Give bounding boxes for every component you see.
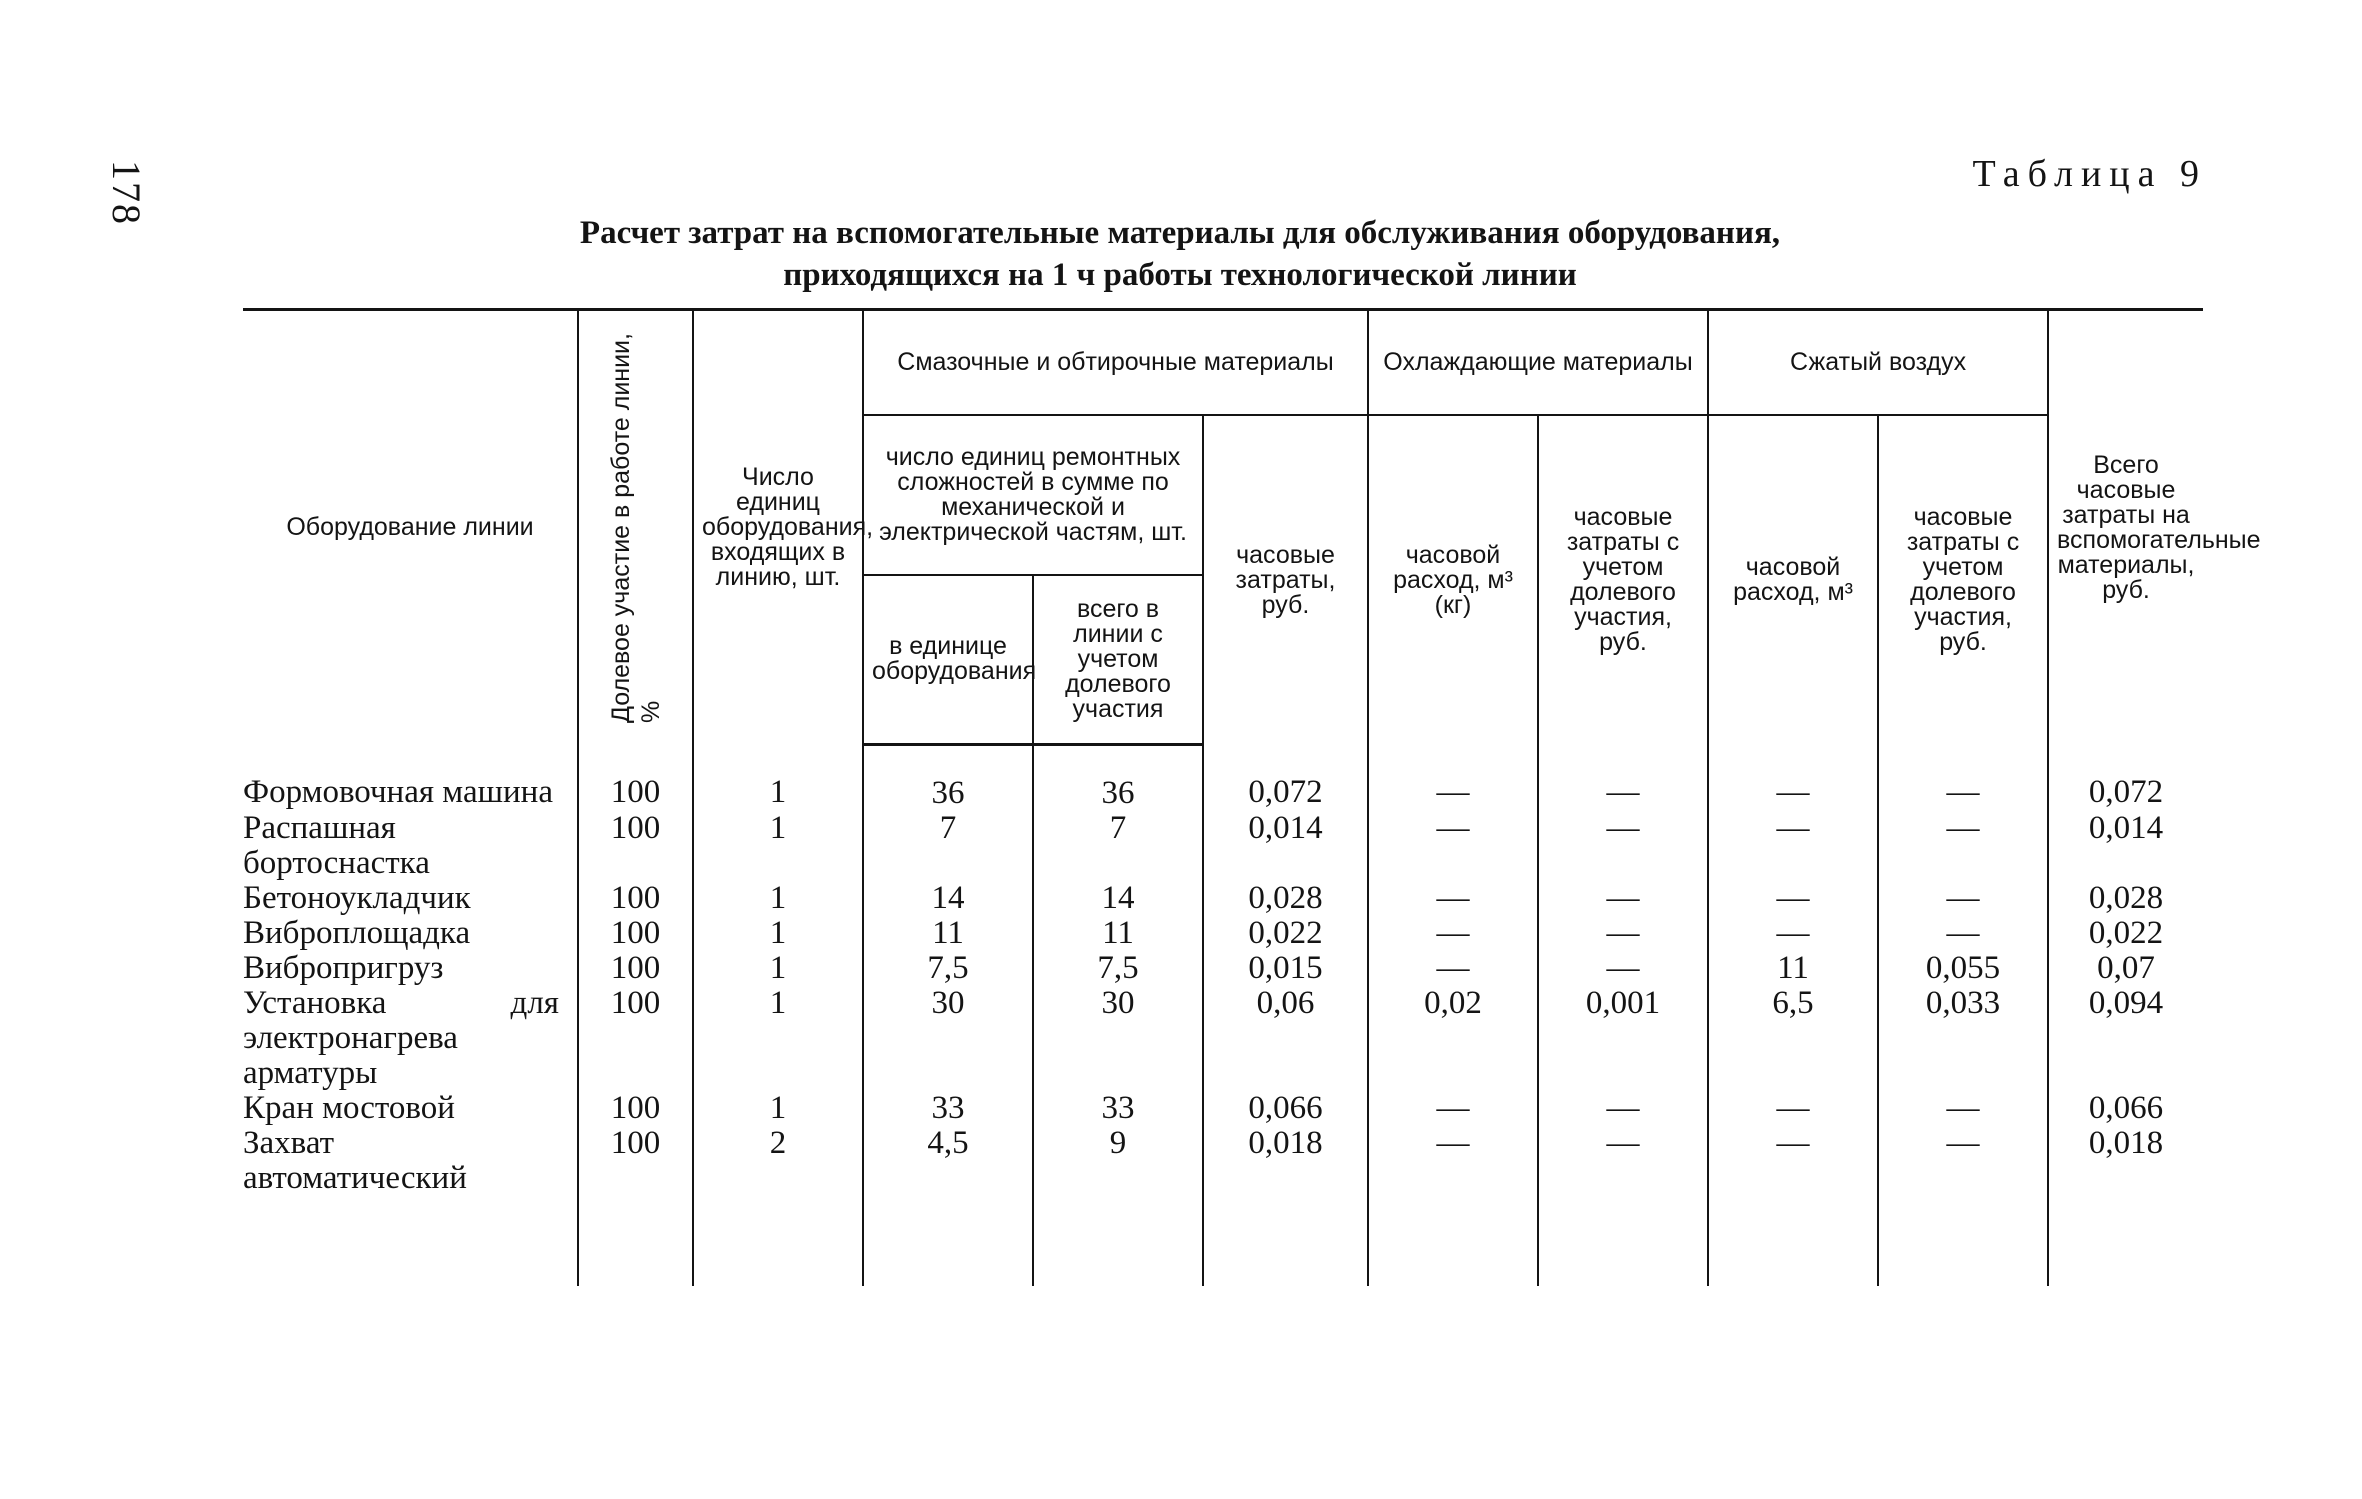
cell-equipment-name: Виброплощадка bbox=[243, 916, 578, 951]
page-number: 178 bbox=[104, 160, 149, 226]
cell-units-count: 1 bbox=[693, 951, 863, 986]
cell-units-count: 1 bbox=[693, 811, 863, 881]
empty-cell bbox=[1203, 1196, 1368, 1286]
header-lubricating: Смазочные и обтирочные материалы bbox=[863, 310, 1368, 415]
cell-air-cost: — bbox=[1878, 881, 2048, 916]
cell-total: 0,028 bbox=[2048, 881, 2203, 916]
cell-air-use: — bbox=[1708, 745, 1878, 812]
cell-coolant-use: — bbox=[1368, 1126, 1538, 1196]
cell-air-use: 6,5 bbox=[1708, 986, 1878, 1091]
cell-units-count: 2 bbox=[693, 1126, 863, 1196]
cell-coolant-cost: — bbox=[1538, 951, 1708, 986]
cell-air-use: 11 bbox=[1708, 951, 1878, 986]
cell-coolant-cost: — bbox=[1538, 1126, 1708, 1196]
table-row bbox=[243, 811, 2203, 881]
cell-lub-cost: 0,018 bbox=[1203, 1126, 1368, 1196]
cell-lub-cost: 0,072 bbox=[1203, 745, 1368, 812]
header-total-line: всего в линии с учетом долевого участия bbox=[1033, 575, 1203, 745]
cell-total: 0,072 bbox=[2048, 745, 2203, 812]
cell-total-line: 11 bbox=[1033, 916, 1203, 951]
cell-lub-cost: 0,06 bbox=[1203, 986, 1368, 1091]
cell-coolant-use: — bbox=[1368, 811, 1538, 881]
table-row bbox=[243, 951, 2203, 986]
cell-coolant-use: — bbox=[1368, 951, 1538, 986]
cell-coolant-cost: 0,001 bbox=[1538, 986, 1708, 1091]
cell-total-line: 7,5 bbox=[1033, 951, 1203, 986]
empty-cell bbox=[243, 1196, 578, 1286]
cell-coolant-use: — bbox=[1368, 745, 1538, 812]
cell-share: 100 bbox=[578, 881, 693, 916]
empty-cell bbox=[578, 1196, 693, 1286]
cell-air-use: — bbox=[1708, 1126, 1878, 1196]
cell-total-line: 7 bbox=[1033, 811, 1203, 881]
cell-total: 0,022 bbox=[2048, 916, 2203, 951]
cell-air-cost: — bbox=[1878, 1126, 2048, 1196]
cost-table bbox=[243, 308, 2261, 1286]
empty-cell bbox=[1538, 1196, 1708, 1286]
cell-coolant-cost: — bbox=[1538, 916, 1708, 951]
cell-total: 0,066 bbox=[2048, 1091, 2203, 1126]
table-title-line-1: Расчет затрат на вспомогательные материалы для обслуживания оборудования, bbox=[579, 215, 1781, 251]
cell-coolant-cost: — bbox=[1538, 881, 1708, 916]
cell-lub-cost: 0,015 bbox=[1203, 951, 1368, 986]
header-total: Всего часовые затраты на вспомогательные материалы, руб. bbox=[2048, 310, 2203, 745]
table-label: Таблица 9 bbox=[1972, 153, 2207, 195]
cell-per-unit: 7,5 bbox=[863, 951, 1033, 986]
cell-units-count: 1 bbox=[693, 986, 863, 1091]
cell-air-cost: — bbox=[1878, 1091, 2048, 1126]
cell-air-use: — bbox=[1708, 1091, 1878, 1126]
header-units-count: Число единиц оборудования, входящих в линию, шт. bbox=[693, 310, 863, 745]
cell-share: 100 bbox=[578, 916, 693, 951]
header-per-unit: в единице оборудования bbox=[863, 575, 1033, 745]
cell-share: 100 bbox=[578, 811, 693, 881]
cell-total-line: 14 bbox=[1033, 881, 1203, 916]
table-row bbox=[243, 881, 2203, 916]
table-title bbox=[240, 212, 2120, 296]
cell-equipment-name: Бетоноукладчик bbox=[243, 881, 578, 916]
cell-equipment-name: Формовочная машина bbox=[243, 745, 578, 812]
cell-total: 0,07 bbox=[2048, 951, 2203, 986]
table-row bbox=[243, 745, 2203, 812]
empty-cell bbox=[863, 1196, 1033, 1286]
cell-lub-cost: 0,014 bbox=[1203, 811, 1368, 881]
cell-total-line: 33 bbox=[1033, 1091, 1203, 1126]
cell-equipment-name: Распашная бортоснастка bbox=[243, 811, 578, 881]
cell-equipment-name: Кран мостовой bbox=[243, 1091, 578, 1126]
header-equipment: Оборудование линии bbox=[243, 310, 578, 745]
cell-per-unit: 36 bbox=[863, 745, 1033, 812]
table-title-line-2: приходящихся на 1 ч работы технологической линии bbox=[783, 257, 1577, 293]
cell-coolant-cost: — bbox=[1538, 811, 1708, 881]
cell-air-cost: — bbox=[1878, 745, 2048, 812]
cell-air-cost: — bbox=[1878, 916, 2048, 951]
cell-units-count: 1 bbox=[693, 916, 863, 951]
cell-total: 0,014 bbox=[2048, 811, 2203, 881]
cell-equipment-name: Установка для электронагрева арматуры bbox=[243, 986, 578, 1091]
table-header bbox=[243, 310, 2261, 745]
cell-share: 100 bbox=[578, 745, 693, 812]
header-coolant-hourly-use: часовой расход, м³ (кг) bbox=[1368, 415, 1538, 745]
header-complexity-units: число единиц ремонтных сложностей в сумме по механической и электрической частям, шт. bbox=[863, 415, 1203, 575]
header-coolant: Охлаждающие материалы bbox=[1368, 310, 1708, 415]
cell-share: 100 bbox=[578, 1126, 693, 1196]
header-air: Сжатый воздух bbox=[1708, 310, 2048, 415]
cell-total-line: 30 bbox=[1033, 986, 1203, 1091]
table-row bbox=[243, 916, 2203, 951]
cell-total-line: 36 bbox=[1033, 745, 1203, 812]
cell-lub-cost: 0,066 bbox=[1203, 1091, 1368, 1126]
cell-air-cost: 0,033 bbox=[1878, 986, 2048, 1091]
table-row bbox=[243, 986, 2203, 1091]
cell-air-use: — bbox=[1708, 916, 1878, 951]
cell-per-unit: 7 bbox=[863, 811, 1033, 881]
cell-share: 100 bbox=[578, 1091, 693, 1126]
cell-air-use: — bbox=[1708, 881, 1878, 916]
table-row bbox=[243, 1091, 2203, 1126]
cell-air-use: — bbox=[1708, 811, 1878, 881]
header-coolant-hourly-cost: часовые затраты с учетом долевого участия, руб. bbox=[1538, 415, 1708, 745]
cell-coolant-use: — bbox=[1368, 881, 1538, 916]
table-body bbox=[243, 745, 2203, 1287]
table-row bbox=[243, 1126, 2203, 1196]
cell-air-cost: — bbox=[1878, 811, 2048, 881]
cell-total: 0,018 bbox=[2048, 1126, 2203, 1196]
empty-cell bbox=[1708, 1196, 1878, 1286]
cell-lub-cost: 0,028 bbox=[1203, 881, 1368, 916]
cell-units-count: 1 bbox=[693, 1091, 863, 1126]
cell-coolant-cost: — bbox=[1538, 1091, 1708, 1126]
header-air-hourly-use: часовой расход, м³ bbox=[1708, 415, 1878, 745]
cell-share: 100 bbox=[578, 951, 693, 986]
cell-per-unit: 14 bbox=[863, 881, 1033, 916]
cell-equipment-name: Захват автоматический bbox=[243, 1126, 578, 1196]
empty-cell bbox=[1368, 1196, 1538, 1286]
cell-air-cost: 0,055 bbox=[1878, 951, 2048, 986]
cell-coolant-cost: — bbox=[1538, 745, 1708, 812]
header-share bbox=[578, 310, 693, 745]
cell-per-unit: 30 bbox=[863, 986, 1033, 1091]
cell-coolant-use: — bbox=[1368, 1091, 1538, 1126]
table-tail-row bbox=[243, 1196, 2203, 1286]
cell-equipment-name: Вибропригруз bbox=[243, 951, 578, 986]
cell-per-unit: 4,5 bbox=[863, 1126, 1033, 1196]
cell-units-count: 1 bbox=[693, 881, 863, 916]
cell-units-count: 1 bbox=[693, 745, 863, 812]
empty-cell bbox=[693, 1196, 863, 1286]
cell-per-unit: 33 bbox=[863, 1091, 1033, 1126]
header-share-text: Долевое участие в работе линии, % bbox=[606, 332, 665, 723]
empty-cell bbox=[2048, 1196, 2203, 1286]
cell-total-line: 9 bbox=[1033, 1126, 1203, 1196]
cell-per-unit: 11 bbox=[863, 916, 1033, 951]
header-lub-hourly-cost: часовые затраты, руб. bbox=[1203, 415, 1368, 745]
cell-lub-cost: 0,022 bbox=[1203, 916, 1368, 951]
cell-coolant-use: 0,02 bbox=[1368, 986, 1538, 1091]
cell-share: 100 bbox=[578, 986, 693, 1091]
cell-total: 0,094 bbox=[2048, 986, 2203, 1091]
cell-coolant-use: — bbox=[1368, 916, 1538, 951]
empty-cell bbox=[1878, 1196, 2048, 1286]
header-air-hourly-cost: часовые затраты с учетом долевого участия, руб. bbox=[1878, 415, 2048, 745]
empty-cell bbox=[1033, 1196, 1203, 1286]
